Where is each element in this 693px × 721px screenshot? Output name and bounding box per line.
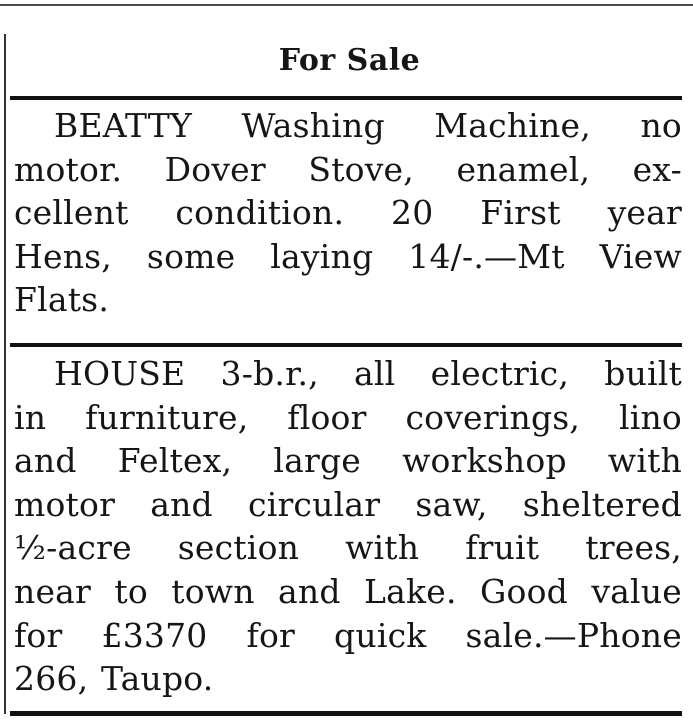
ad-line: motor. Dover Stove, enamel, ex- bbox=[14, 149, 682, 189]
ad-line: cellent condition. 20 First year bbox=[14, 193, 682, 233]
classified-ad-house bbox=[14, 352, 682, 701]
top-border-rule bbox=[0, 4, 693, 6]
ad-line: in furniture, floor coverings, lino bbox=[14, 397, 682, 437]
ad-line: motor and circular saw, sheltered bbox=[14, 484, 682, 524]
ad-line: HOUSE 3-b.r., all electric, built bbox=[54, 354, 682, 393]
classified-ad-washing-machine bbox=[14, 104, 682, 322]
ad-divider bbox=[10, 343, 682, 347]
ad-line: 266, Taupo. bbox=[14, 659, 214, 699]
ad-line: Hens, some laying 14/-.—Mt View bbox=[14, 236, 682, 276]
ad-line: for £3370 for quick sale.—Phone bbox=[14, 615, 682, 655]
ad-line: ½-acre section with fruit trees, bbox=[14, 528, 682, 568]
ad-line: and Feltex, large workshop with bbox=[14, 441, 682, 481]
ad-line: near to town and Lake. Good value bbox=[14, 571, 682, 611]
ad-line: Flats. bbox=[14, 280, 110, 320]
heading-divider bbox=[10, 96, 682, 100]
section-heading: For Sale bbox=[278, 43, 421, 78]
bottom-divider bbox=[10, 711, 682, 716]
left-column-rule bbox=[4, 34, 6, 714]
ad-line: BEATTY Washing Machine, no bbox=[54, 106, 682, 145]
